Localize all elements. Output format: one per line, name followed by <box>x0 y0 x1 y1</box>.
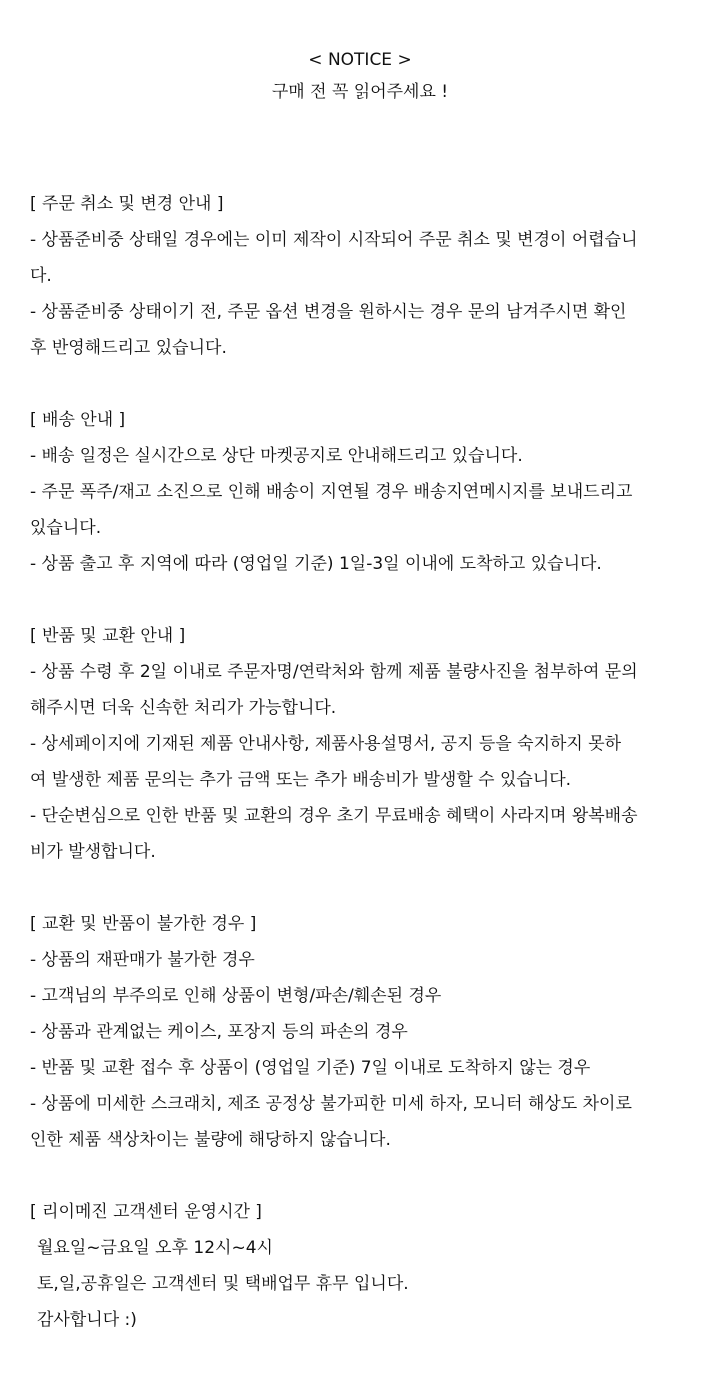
section-customer-center-hours <box>30 1194 695 1338</box>
section-line: - 상세페이지에 기재된 제품 안내사항, 제품사용설명서, 공지 등을 숙지하지 못하 <box>30 734 622 754</box>
section-line: 토,일,공휴일은 고객센터 및 택배업무 휴무 입니다. <box>37 1274 409 1294</box>
section-unavailable <box>30 906 695 1158</box>
section-line: - 상품 수령 후 2일 이내로 주문자명/연락처와 함께 제품 불량사진을 첨부하여 문의 <box>30 662 638 682</box>
section-line: - 상품에 미세한 스크래치, 제조 공정상 불가피한 미세 하자, 모니터 해상도 차이로 <box>30 1094 632 1114</box>
section-line: 다. <box>30 266 52 286</box>
section-order-change <box>30 186 695 366</box>
notice-content <box>30 186 695 1338</box>
section-line: 후 반영해드리고 있습니다. <box>30 338 227 358</box>
notice-header <box>0 44 720 108</box>
section-line: - 상품준비중 상태일 경우에는 이미 제작이 시작되어 주문 취소 및 변경이 어렵습니 <box>30 230 638 250</box>
section-line: 해주시면 더욱 신속한 처리가 가능합니다. <box>30 698 337 718</box>
section-line: - 상품의 재판매가 불가한 경우 <box>30 950 255 970</box>
notice-title: < NOTICE > <box>308 50 412 70</box>
section-line: - 상품 출고 후 지역에 따라 (영업일 기준) 1일-3일 이내에 도착하고 있습니다. <box>30 554 602 574</box>
section-line: - 상품과 관계없는 케이스, 포장지 등의 파손의 경우 <box>30 1022 408 1042</box>
section-title: [ 교환 및 반품이 불가한 경우 ] <box>30 914 257 934</box>
section-returns <box>30 618 695 870</box>
section-line: 월요일~금요일 오후 12시~4시 <box>37 1238 273 1258</box>
section-line: 비가 발생합니다. <box>30 842 156 862</box>
section-title: [ 반품 및 교환 안내 ] <box>30 626 186 646</box>
section-title: [ 리이메진 고객센터 운영시간 ] <box>30 1202 262 1222</box>
section-line: 있습니다. <box>30 518 102 538</box>
section-line: 감사합니다 :) <box>37 1310 137 1330</box>
section-line: - 상품준비중 상태이기 전, 주문 옵션 변경을 원하시는 경우 문의 남겨주시면 확인 <box>30 302 627 322</box>
section-line: - 반품 및 교환 접수 후 상품이 (영업일 기준) 7일 이내로 도착하지 않는 경우 <box>30 1058 591 1078</box>
section-line: 인한 제품 색상차이는 불량에 해당하지 않습니다. <box>30 1130 391 1150</box>
section-shipping <box>30 402 695 582</box>
section-line: - 고객님의 부주의로 인해 상품이 변형/파손/훼손된 경우 <box>30 986 442 1006</box>
section-title: [ 배송 안내 ] <box>30 410 126 430</box>
section-line: - 단순변심으로 인한 반품 및 교환의 경우 초기 무료배송 혜택이 사라지며 왕복배송 <box>30 806 638 826</box>
section-line: - 배송 일정은 실시간으로 상단 마켓공지로 안내해드리고 있습니다. <box>30 446 523 466</box>
section-title: [ 주문 취소 및 변경 안내 ] <box>30 194 224 214</box>
notice-subtitle: 구매 전 꼭 읽어주세요 ! <box>271 82 449 102</box>
section-line: - 주문 폭주/재고 소진으로 인해 배송이 지연될 경우 배송지연메시지를 보내드리고 <box>30 482 633 502</box>
section-line: 여 발생한 제품 문의는 추가 금액 또는 추가 배송비가 발생할 수 있습니다. <box>30 770 572 790</box>
